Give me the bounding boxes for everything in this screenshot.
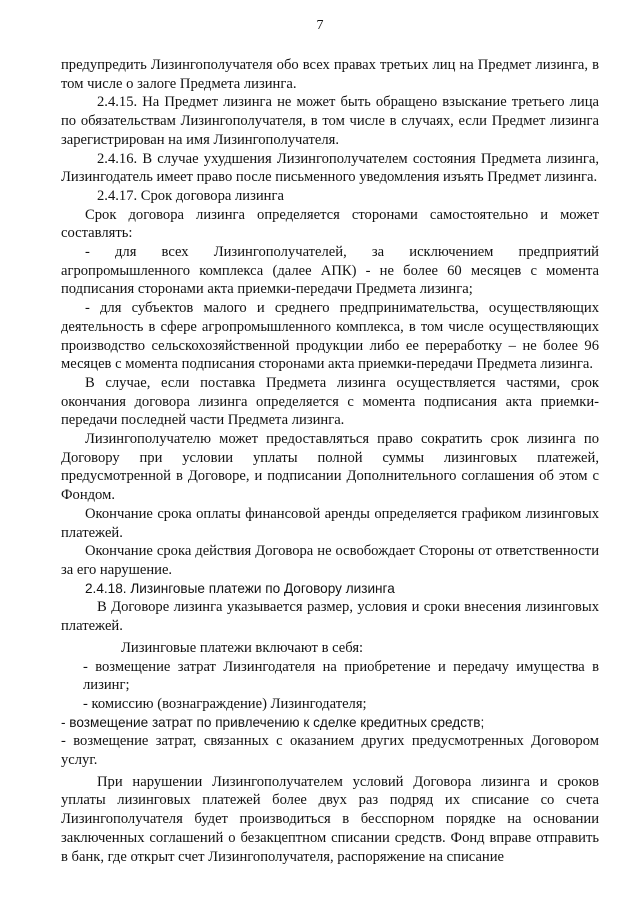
- heading-2-4-18: 2.4.18. Лизинговые платежи по Договору лизинга: [85, 580, 395, 596]
- paragraph-intro-continued: предупредить Лизингополучателя обо всех правах третьих лиц на Предмет лизинга, в том числе о залоге Предмета лизинга.: [61, 57, 599, 92]
- list-item-other-services: - возмещение затрат, связанных с оказанием других предусмотренных Договором услуг.: [61, 733, 599, 769]
- page-number: 7: [316, 18, 324, 33]
- paragraph-2-4-16: 2.4.16. В случае ухудшения Лизингополучателем состояния Предмета лизинга, Лизингодатель имеет право после письменного уведомления изъять Предмет лизинга.: [61, 150, 599, 186]
- paragraph-shorten-term: Лизингополучателю может предоставляться право сократить срок лизинга по Договору при условии уплаты полной суммы лизинговых платежей, предусмотренной в Договоре, и подписании Дополнительного соглашения об этом с Фондом.: [61, 431, 599, 504]
- heading-2-4-17: 2.4.17. Срок договора лизинга: [97, 187, 284, 204]
- list-item-cost-reimbursement: - возмещение затрат Лизингодателя на приобретение и передачу имущества в лизинг;: [83, 658, 599, 694]
- paragraph-payment-terms: В Договоре лизинга указывается размер, условия и сроки внесения лизинговых платежей.: [61, 599, 599, 635]
- list-item-small-business: - для субъектов малого и среднего предпринимательства, осуществляющих деятельность в сфере агропромышленного комплекса, в том числе осуществляющих производство сельскохозяйственной продукции либо ее переработку – не более 96 месяцев с момента подписания сторонами акта приемки-передачи Предмета лизинга.: [61, 300, 599, 373]
- paragraph-contract-end: Окончание срока действия Договора не освобождает Стороны от ответственности за его нарушение.: [61, 543, 599, 578]
- paragraph-payments-include: Лизинговые платежи включают в себя:: [121, 639, 364, 656]
- document-body: [61, 56, 599, 866]
- list-item-all-lessees: - для всех Лизингополучателей, за исключением предприятий агропромышленного комплекса (далее АПК) - не более 60 месяцев с момента подписания сторонами акта приемки-передачи Предмета лизинга;: [61, 244, 599, 298]
- list-item-commission: - комиссию (вознаграждение) Лизингодателя;: [83, 695, 367, 712]
- paragraph-term-intro: Срок договора лизинга определяется сторонами самостоятельно и может составлять:: [61, 206, 599, 242]
- paragraph-2-4-15: 2.4.15. На Предмет лизинга не может быть обращено взыскание третьего лица по обязательствам Лизингополучателя, в том числе в случаях, если Предмет лизинга зарегистрирован на имя Лизингополучателя.: [61, 94, 599, 148]
- list-item-credit-costs: - возмещение затрат по привлечению к сделке кредитных средств;: [61, 714, 485, 730]
- paragraph-partial-delivery: В случае, если поставка Предмета лизинга осуществляется частями, срок окончания договора лизинга определяется с момента подписания акта приемки-передачи последней части Предмета лизинга.: [61, 374, 599, 429]
- paragraph-lease-payment-end: Окончание срока оплаты финансовой аренды определяется графиком лизинговых платежей.: [61, 505, 599, 541]
- paragraph-payment-violation: При нарушении Лизингополучателем условий Договора лизинга и сроков уплаты лизинговых платежей более двух раз подряд их списание со счета Лизингополучателя будет производиться в бесспорном порядке на основании заключенных соглашений о безакцептном списании средств. Фонд вправе отправить в банк, где открыт счет Лизингополучателя, распоряжение на списание: [61, 773, 599, 865]
